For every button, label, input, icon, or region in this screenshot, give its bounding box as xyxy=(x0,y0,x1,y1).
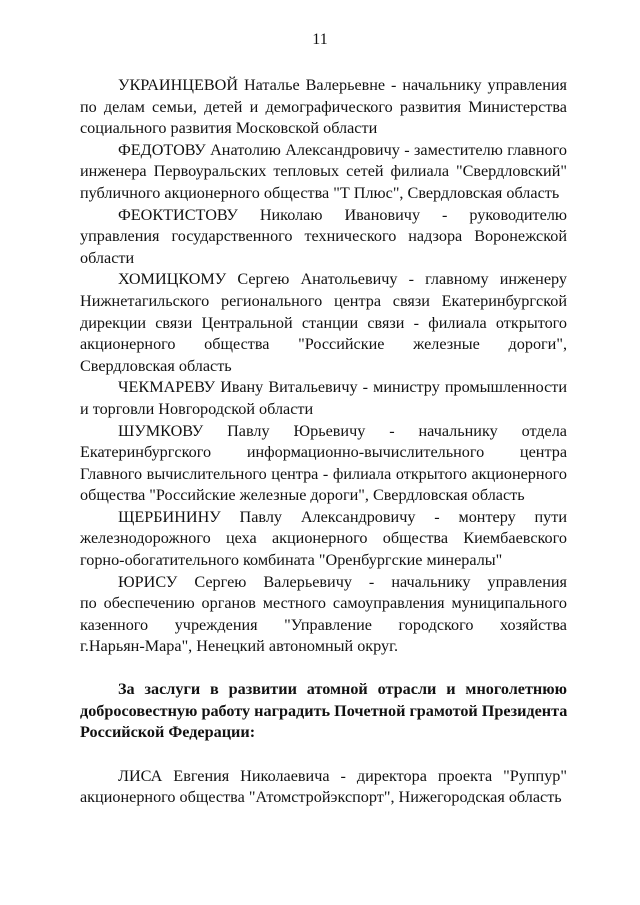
text-line: ЧЕКМАРЕВУ Ивану Витальевичу - министру промышленности xyxy=(118,378,567,397)
text-line: акционерного общества "Атомстройэкспорт", Нижегородская область xyxy=(80,788,562,807)
text-line: г.Нарьян-Мара", Ненецкий автономный округ. xyxy=(80,637,399,656)
text-line: Главного вычислительного центра - филиала открытого акционерного xyxy=(80,464,567,483)
text-line: и торговли Новгородской области xyxy=(80,399,314,418)
text-line: ЛИСА Евгения Николаевича - директора проекта "Руппур" xyxy=(118,766,567,785)
text-line: общества "Российские железные дороги", Свердловская область xyxy=(80,486,525,505)
text-line: области xyxy=(80,248,135,267)
text-line: ФЕОКТИСТОВУ Николаю Ивановичу - руководителю xyxy=(118,205,567,224)
page-number: 11 xyxy=(312,31,328,48)
text-line: Свердловская область xyxy=(80,356,232,375)
heading-line: добросовестную работу наградить Почетной грамотой Президента xyxy=(80,701,568,720)
text-line: ШУМКОВУ Павлу Юрьевичу - начальнику отдела xyxy=(118,421,567,440)
award-entry-shumkov xyxy=(80,421,567,507)
text-line: ФЕДОТОВУ Анатолию Александровичу - заместителю главного xyxy=(118,140,567,159)
text-line: по обеспечению органов местного самоуправления муниципального xyxy=(80,594,567,613)
text-line: горно-обогатительного комбината "Оренбургские минералы" xyxy=(80,551,503,570)
text-line: социального развития Московской области xyxy=(80,119,378,138)
text-line: ЩЕРБИНИНУ Павлу Александровичу - монтеру пути xyxy=(118,507,567,526)
award-entry-ukraintseva xyxy=(80,75,567,140)
text-line: казенного учреждения "Управление городского хозяйства xyxy=(80,615,567,634)
text-line: ХОМИЦКОМУ Сергею Анатольевичу - главному инженеру xyxy=(118,270,567,289)
text-line: инженера Первоуральских тепловых сетей филиала "Свердловский" xyxy=(80,162,567,181)
award-entry-fedotov xyxy=(80,140,567,205)
text-line: дирекции связи Центральной станции связи - филиала открытого xyxy=(80,313,567,332)
text-line: железнодорожного цеха акционерного общества Киембаевского xyxy=(80,529,567,548)
text-line: УКРАИНЦЕВОЙ Наталье Валерьевне - начальнику управления xyxy=(118,76,567,94)
text-line: Екатеринбургского информационно-вычислительного центра xyxy=(80,443,567,462)
text-line: управления государственного технического надзора Воронежской xyxy=(80,227,567,246)
text-line: Нижнетагильского регионального центра связи Екатеринбургской xyxy=(80,291,567,310)
heading-line: За заслуги в развитии атомной отрасли и многолетнюю xyxy=(118,680,567,699)
text-line: публичного акционерного общества "Т Плюс", Свердловская область xyxy=(80,183,560,202)
award-entry-lis xyxy=(80,766,567,809)
award-entry-shcherbinin xyxy=(80,507,567,572)
text-line: акционерного общества "Российские железные дороги", xyxy=(80,335,567,354)
text-line: ЮРИСУ Сергею Валерьевичу - начальнику управления xyxy=(118,572,567,591)
heading-line: Российской Федерации: xyxy=(80,723,256,742)
award-entry-feoktistov xyxy=(80,205,567,270)
document-body xyxy=(80,75,567,809)
award-entry-chekmarev xyxy=(80,377,567,420)
award-entry-khomitsky xyxy=(80,269,567,377)
section-heading xyxy=(80,679,567,744)
award-entry-yuris xyxy=(80,572,567,658)
text-line: по делам семьи, детей и демографического развития Министерства xyxy=(80,97,567,116)
